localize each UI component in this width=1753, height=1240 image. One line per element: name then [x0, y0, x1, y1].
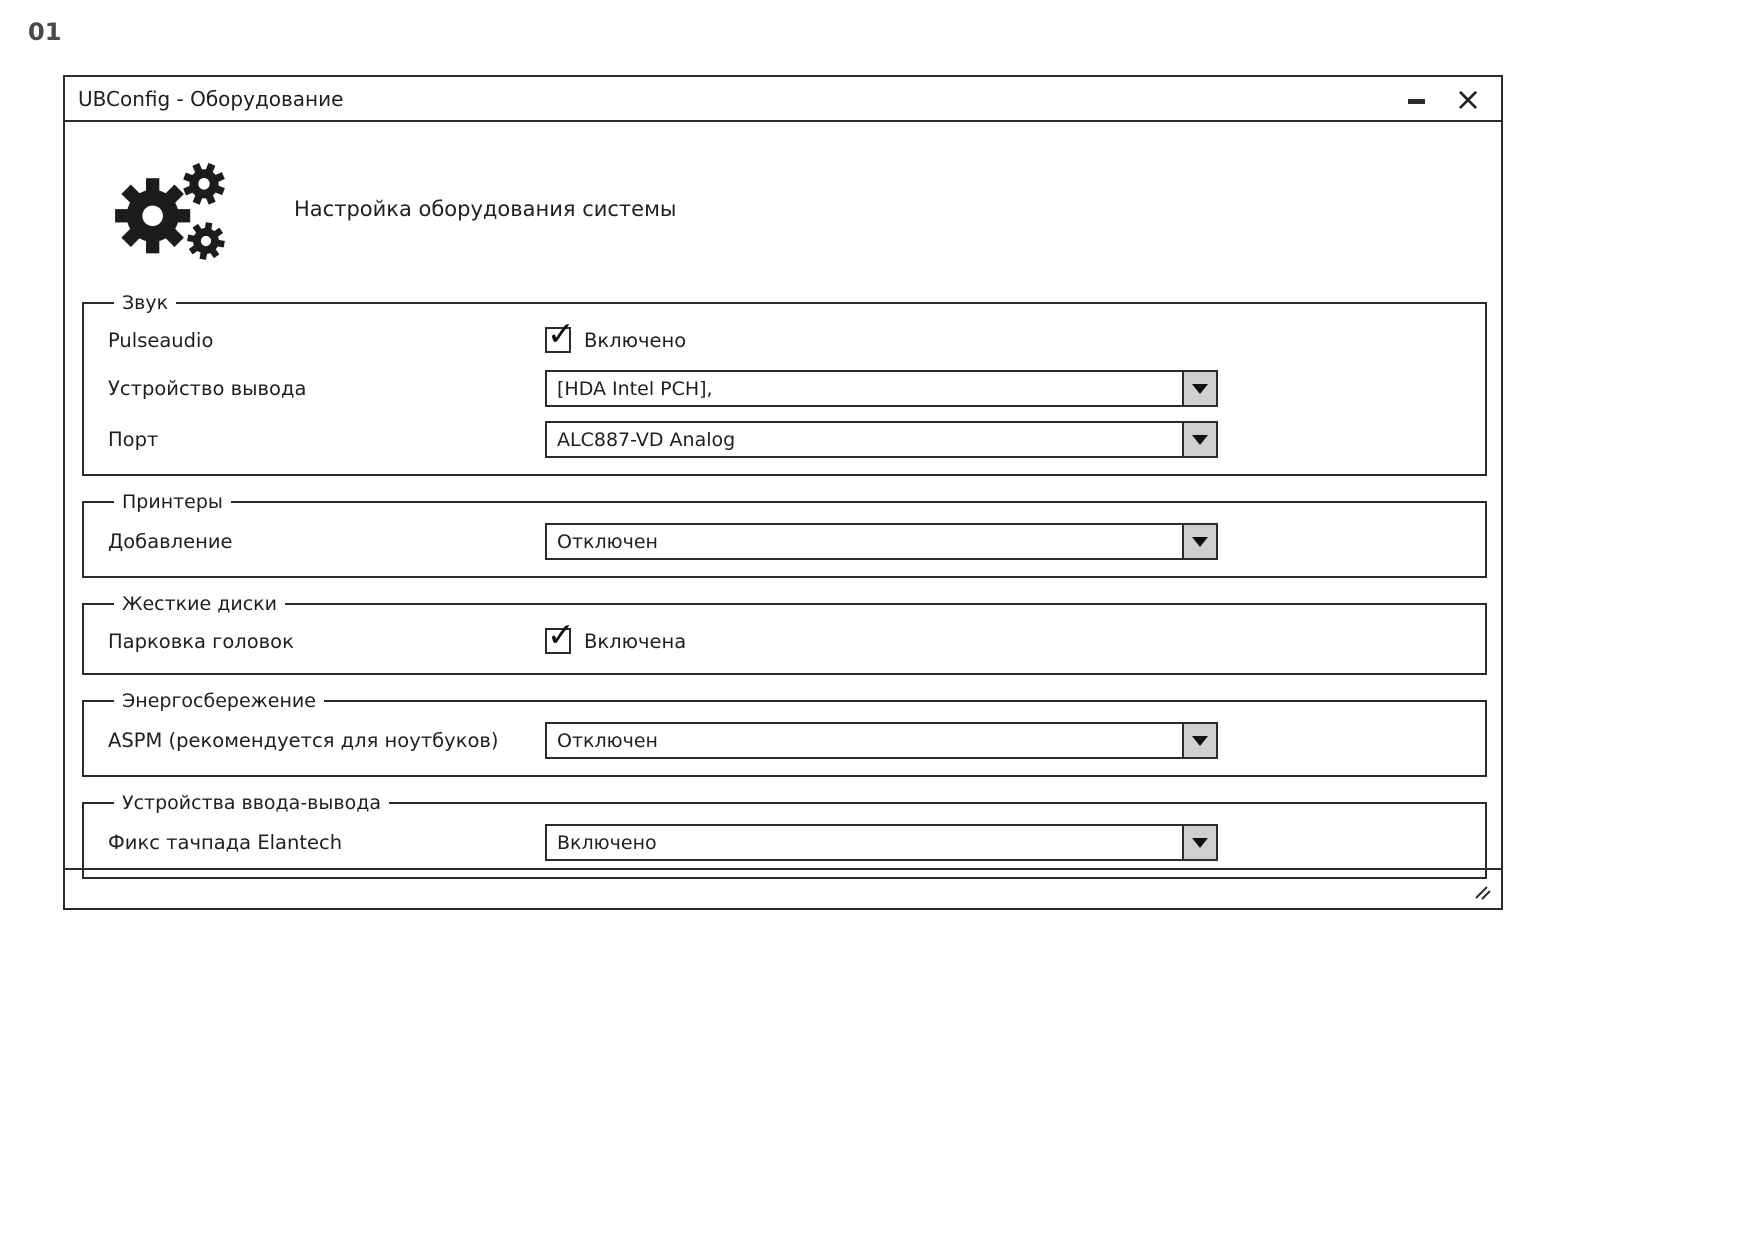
group-printers-legend: Принтеры [122, 491, 223, 513]
field-row-port [108, 421, 1467, 458]
group-power-saving-legend: Энергосбережение [122, 690, 316, 712]
pulseaudio-checkbox[interactable] [545, 314, 575, 353]
output-device-dropdown[interactable] [545, 370, 1218, 407]
group-sound-legend: Звук [122, 292, 169, 314]
group-io-devices [82, 792, 1487, 879]
window-content [65, 122, 1501, 879]
header-text: Настройка оборудования системы [294, 197, 677, 221]
page-number: 01 [28, 18, 62, 46]
output-device-dropdown-arrow-button[interactable] [1182, 372, 1216, 405]
aspm-dropdown-arrow-button[interactable] [1182, 724, 1216, 757]
field-row-elantech-fix [108, 824, 1467, 861]
field-row-pulseaudio [108, 314, 1467, 356]
app-window [63, 75, 1503, 910]
printer-add-dropdown[interactable] [545, 523, 1218, 560]
printer-add-dropdown-arrow-button[interactable] [1182, 525, 1216, 558]
output-device-dropdown-value: [HDA Intel PCH], [557, 377, 713, 400]
pulseaudio-state-label: Включено [584, 328, 687, 352]
minimize-button[interactable] [1399, 82, 1433, 116]
field-row-aspm [108, 722, 1467, 759]
check-icon: ✓ [547, 615, 575, 654]
elantech-fix-dropdown-value: Включено [557, 831, 657, 854]
window-header [110, 150, 1487, 268]
field-label-elantech-fix: Фикс тачпада Elantech [108, 831, 343, 854]
title-bar [65, 77, 1501, 122]
field-label-printer-add: Добавление [108, 530, 233, 553]
elantech-fix-dropdown-arrow-button[interactable] [1182, 826, 1216, 859]
minimize-icon [1408, 99, 1425, 104]
field-row-head-parking [108, 615, 1467, 657]
pulseaudio-checkbox-control [545, 314, 687, 356]
group-sound [82, 292, 1487, 476]
chevron-down-icon [1192, 838, 1208, 848]
port-dropdown-value: ALC887-VD Analog [557, 428, 736, 451]
chevron-down-icon [1192, 384, 1208, 394]
group-hard-disks [82, 593, 1487, 675]
head-parking-checkbox[interactable] [545, 615, 575, 654]
window-title: UBConfig - Оборудование [78, 86, 344, 111]
field-label-head-parking: Парковка головок [108, 629, 294, 653]
group-hard-disks-legend: Жесткие диски [122, 593, 277, 615]
status-bar [65, 868, 1501, 908]
field-label-port: Порт [108, 428, 159, 451]
check-icon: ✓ [547, 314, 575, 353]
group-power-saving [82, 690, 1487, 777]
chevron-down-icon [1192, 736, 1208, 746]
group-io-devices-legend: Устройства ввода-вывода [122, 792, 381, 814]
port-dropdown[interactable] [545, 421, 1218, 458]
field-row-printer-add [108, 523, 1467, 560]
close-button[interactable]: × [1454, 79, 1482, 118]
elantech-fix-dropdown[interactable] [545, 824, 1218, 861]
chevron-down-icon [1192, 435, 1208, 445]
printer-add-dropdown-value: Отключен [557, 530, 658, 553]
field-label-pulseaudio: Pulseaudio [108, 328, 214, 352]
head-parking-state-label: Включена [584, 629, 687, 653]
aspm-dropdown[interactable] [545, 722, 1218, 759]
field-label-aspm: ASPM (рекомендуется для ноутбуков) [108, 729, 499, 752]
group-printers [82, 491, 1487, 578]
aspm-dropdown-value: Отключен [557, 729, 658, 752]
port-dropdown-arrow-button[interactable] [1182, 423, 1216, 456]
gears-icon [110, 150, 236, 268]
field-label-output-device: Устройство вывода [108, 377, 307, 400]
field-row-output-device [108, 370, 1467, 407]
resize-grip[interactable] [1471, 884, 1493, 902]
chevron-down-icon [1192, 537, 1208, 547]
head-parking-checkbox-control [545, 615, 687, 657]
